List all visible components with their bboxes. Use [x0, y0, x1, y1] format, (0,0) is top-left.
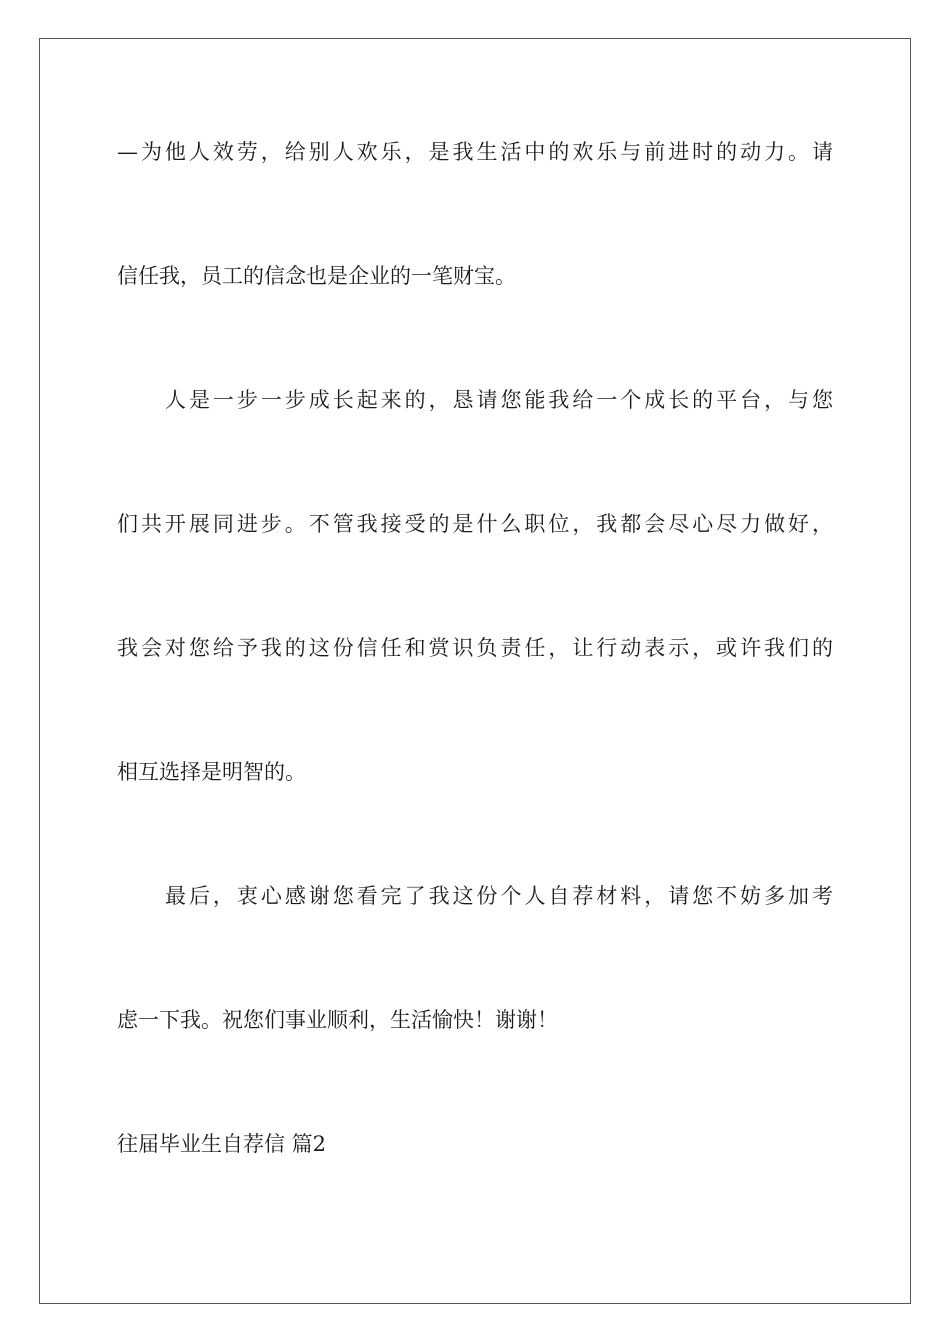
paragraph-line: 我会对您给予我的这份信任和赏识负责任，让行动表示，或许我们的 [117, 636, 833, 660]
paragraph-line: —为他人效劳，给别人欢乐，是我生活中的欢乐与前进时的动力。请 [117, 140, 833, 164]
paragraph-line: 人是一步一步成长起来的，恳请您能我给一个成长的平台，与您 [165, 388, 833, 412]
paragraph-line: 信任我，员工的信念也是企业的一笔财宝。 [117, 264, 516, 288]
paragraph-line: 虑一下我。祝您们事业顺利，生活愉快！谢谢！ [117, 1008, 558, 1032]
paragraph-line: 们共开展同进步。不管我接受的是什么职位，我都会尽心尽力做好， [117, 512, 833, 536]
document-page [39, 38, 911, 1304]
paragraph-line: 相互选择是明智的。 [117, 760, 306, 784]
section-heading: 往届毕业生自荐信 篇2 [117, 1132, 327, 1156]
paragraph-line: 最后，衷心感谢您看完了我这份个人自荐材料，请您不妨多加考 [165, 884, 833, 908]
